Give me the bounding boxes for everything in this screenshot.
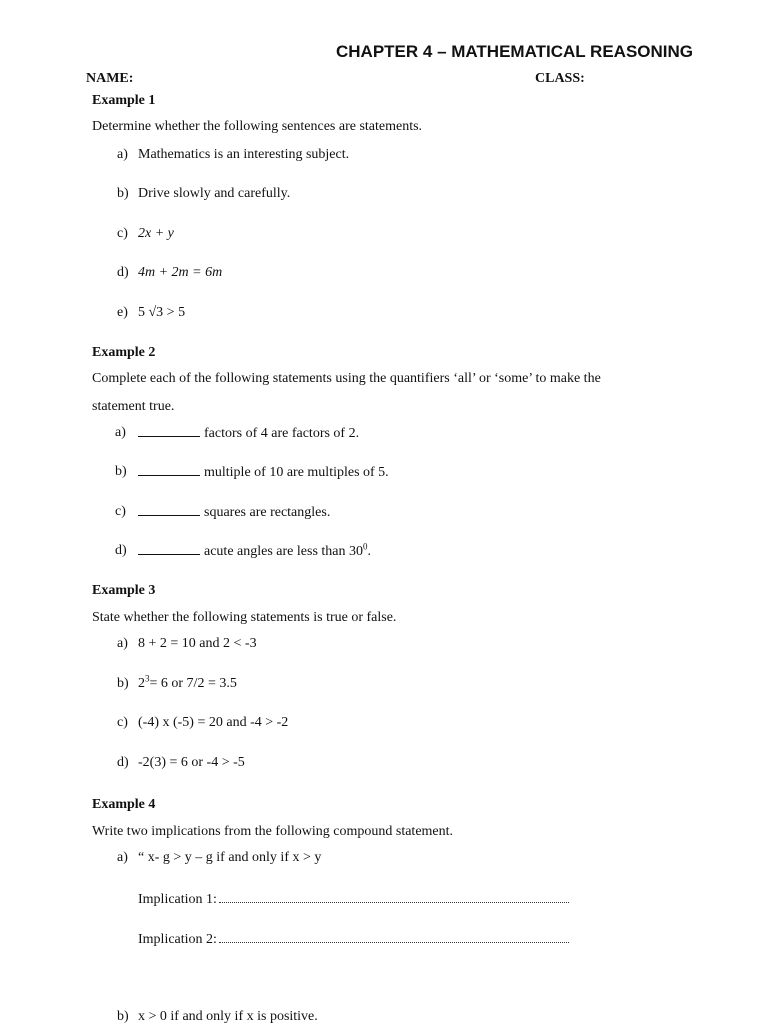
ex2-item-b-text: multiple of 10 are multiples of 5. <box>204 465 389 480</box>
example-2-instruction-line2: statement true. <box>92 399 175 414</box>
implication-2 <box>138 931 569 948</box>
ex4-item-b-text: x > 0 if and only if x is positive. <box>138 1009 318 1024</box>
ex4-item-a-text: “ x- g > y – g if and only if x > y <box>138 850 322 865</box>
ex3-item-b-exponent: 3 <box>145 673 150 684</box>
answer-blank[interactable] <box>138 464 200 476</box>
ex3-item-b-text: = 6 or 7/2 = 3.5 <box>149 676 237 691</box>
ex1-item-e-label: e) <box>117 305 128 320</box>
ex4-item-b-label: b) <box>117 1009 129 1024</box>
ex1-item-c-text: 2x + y <box>138 226 174 241</box>
ex2-item-d-text: acute angles are less than 30 <box>204 544 363 559</box>
example-2-heading: Example 2 <box>92 345 156 360</box>
example-3-instruction: State whether the following statements is true or false. <box>92 610 397 625</box>
class-label: CLASS: <box>535 71 585 86</box>
ex2-item-c <box>138 504 330 521</box>
ex1-item-c-label: c) <box>117 226 128 241</box>
ex2-item-b <box>138 464 389 481</box>
ex3-item-a-text: 8 + 2 = 10 and 2 < -3 <box>138 636 257 651</box>
ex1-item-b-label: b) <box>117 186 129 201</box>
ex3-item-a-label: a) <box>117 636 128 651</box>
ex1-item-d-text: 4m + 2m = 6m <box>138 265 223 280</box>
ex3-item-d-label: d) <box>117 755 129 770</box>
ex2-item-a-label: a) <box>115 425 126 440</box>
ex1-item-b-text: Drive slowly and carefully. <box>138 186 291 201</box>
name-label: NAME: <box>86 71 134 86</box>
ex1-item-d-label: d) <box>117 265 129 280</box>
answer-blank[interactable] <box>138 543 200 555</box>
ex2-item-d-label: d) <box>115 543 127 558</box>
ex3-item-c-label: c) <box>117 715 128 730</box>
page-title: CHAPTER 4 – MATHEMATICAL REASONING <box>336 42 694 61</box>
example-3-heading: Example 3 <box>92 583 156 598</box>
implication-1-answer-line[interactable] <box>219 891 569 903</box>
example-4-heading: Example 4 <box>92 797 156 812</box>
ex3-item-c-text: (-4) x (-5) = 20 and -4 > -2 <box>138 715 289 730</box>
implication-2-answer-line[interactable] <box>219 931 569 943</box>
example-4-instruction: Write two implications from the following compound statement. <box>92 824 454 839</box>
example-1-instruction: Determine whether the following sentences are statements. <box>92 119 423 134</box>
ex3-item-d-text: -2(3) = 6 or -4 > -5 <box>138 755 245 770</box>
ex3-item-b-base: 2 <box>138 676 145 691</box>
ex1-item-a-text: Mathematics is an interesting subject. <box>138 147 350 162</box>
answer-blank[interactable] <box>138 425 200 437</box>
implication-2-label: Implication 2: <box>138 932 217 947</box>
implication-1 <box>138 891 569 908</box>
example-2-instruction-line1: Complete each of the following statements using the quantifiers ‘all’ or ‘some’ to make the <box>92 371 601 386</box>
ex2-item-d-tail: . <box>367 544 371 559</box>
ex2-item-d <box>138 543 371 560</box>
example-1-heading: Example 1 <box>92 93 156 108</box>
implication-1-label: Implication 1: <box>138 892 217 907</box>
ex1-item-e-text: 5 √3 > 5 <box>138 305 186 320</box>
ex4-item-a-label: a) <box>117 850 128 865</box>
answer-blank[interactable] <box>138 504 200 516</box>
degree-sup: 0 <box>363 541 368 552</box>
ex2-item-a <box>138 425 359 442</box>
ex2-item-c-text: squares are rectangles. <box>204 505 331 520</box>
ex3-item-b <box>138 673 237 692</box>
ex2-item-b-label: b) <box>115 464 127 479</box>
ex3-item-b-label: b) <box>117 676 129 691</box>
ex2-item-c-label: c) <box>115 504 126 519</box>
ex1-item-a-label: a) <box>117 147 128 162</box>
ex2-item-a-text: factors of 4 are factors of 2. <box>204 426 360 441</box>
